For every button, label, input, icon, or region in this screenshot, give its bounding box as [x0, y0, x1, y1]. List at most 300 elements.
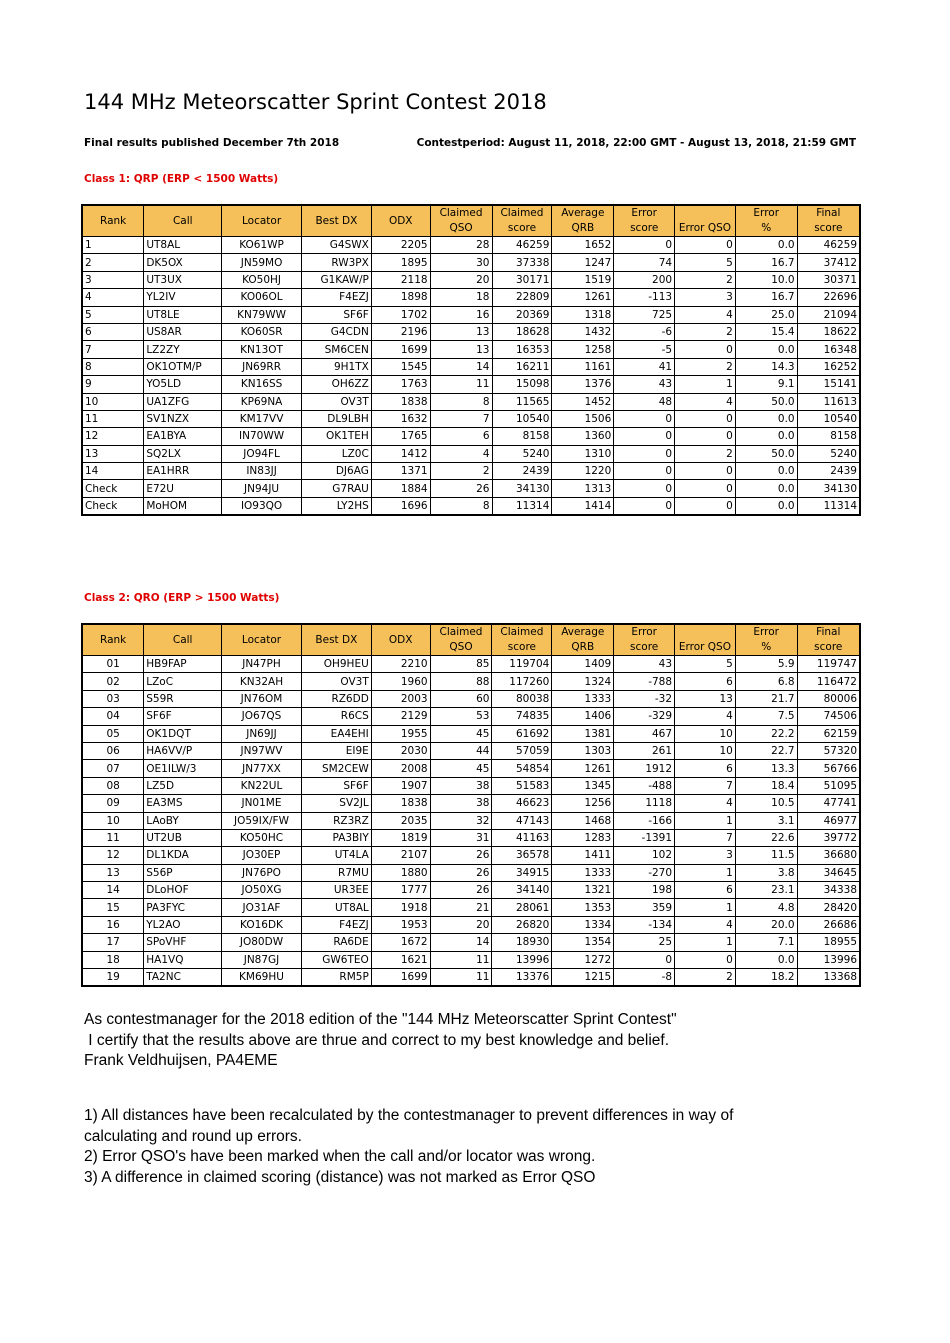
- cell-error-score: -488: [614, 777, 675, 794]
- cell-final-score: 119747: [797, 656, 860, 673]
- table-row: [82, 760, 860, 777]
- cell-claimed-score: 13376: [492, 969, 552, 987]
- cell-rank: 15: [82, 899, 144, 916]
- cell-average-qrb: 1652: [552, 237, 614, 254]
- header-final-score: [797, 205, 860, 237]
- cell-error-pct: 9.1: [735, 376, 797, 393]
- cell-average-qrb: 1406: [552, 708, 614, 725]
- cell-best-dx: LY2HS: [301, 497, 371, 515]
- cell-rank: 10: [82, 393, 144, 410]
- cell-error-pct: 22.6: [735, 829, 797, 846]
- cell-error-qso: 4: [675, 306, 736, 323]
- header-claimed-qso: [430, 205, 492, 237]
- cell-claimed-score: 15098: [492, 376, 552, 393]
- cell-claimed-score: 34140: [492, 882, 552, 899]
- cell-claimed-qso: 20: [430, 916, 492, 933]
- cell-call: YO5LD: [144, 376, 222, 393]
- table-row: [82, 951, 860, 968]
- cell-average-qrb: 1258: [552, 341, 614, 358]
- cell-odx: 2008: [371, 760, 430, 777]
- cell-claimed-score: 26820: [492, 916, 552, 933]
- header-final-score: [797, 624, 860, 656]
- cell-odx: 1765: [371, 428, 430, 445]
- cell-best-dx: OK1TEH: [301, 428, 371, 445]
- cell-average-qrb: 1272: [552, 951, 614, 968]
- cell-odx: 1696: [371, 497, 430, 515]
- cell-locator: KM69HU: [222, 969, 302, 987]
- cell-error-pct: 0.0: [735, 463, 797, 480]
- cell-error-qso: 3: [675, 847, 736, 864]
- cell-claimed-score: 10540: [492, 410, 552, 427]
- cell-error-pct: 3.1: [735, 812, 797, 829]
- header-error-score-line2: score: [630, 222, 659, 234]
- cell-claimed-score: 46623: [492, 795, 552, 812]
- cell-average-qrb: 1411: [552, 847, 614, 864]
- header-error-score: [614, 624, 675, 656]
- cell-error-score: 48: [614, 393, 675, 410]
- cell-average-qrb: 1381: [552, 725, 614, 742]
- cell-final-score: 56766: [797, 760, 860, 777]
- cell-error-pct: 7.5: [735, 708, 797, 725]
- cell-error-qso: 3: [675, 289, 736, 306]
- cell-error-qso: 6: [675, 760, 736, 777]
- cell-error-score: 0: [614, 951, 675, 968]
- cell-odx: 1672: [371, 934, 430, 951]
- cell-average-qrb: 1432: [552, 323, 614, 340]
- cell-error-pct: 0.0: [735, 497, 797, 515]
- cell-best-dx: OV3T: [301, 393, 371, 410]
- cell-average-qrb: 1310: [552, 445, 614, 462]
- header-average-qrb: [552, 205, 614, 237]
- cell-claimed-score: 18628: [492, 323, 552, 340]
- header-claimed-score-line2: score: [507, 641, 537, 653]
- cell-claimed-qso: 31: [430, 829, 492, 846]
- cell-claimed-score: 13996: [492, 951, 552, 968]
- cell-claimed-qso: 11: [430, 951, 492, 968]
- cell-rank: 13: [82, 864, 144, 881]
- cell-claimed-qso: 26: [430, 882, 492, 899]
- cell-claimed-score: 20369: [492, 306, 552, 323]
- cell-locator: JO94FL: [222, 445, 302, 462]
- cell-best-dx: G7RAU: [301, 480, 371, 497]
- cell-error-pct: 15.4: [735, 323, 797, 340]
- cell-average-qrb: 1353: [552, 899, 614, 916]
- table-row: [82, 341, 860, 358]
- cell-claimed-qso: 8: [430, 497, 492, 515]
- cell-error-qso: 2: [675, 358, 736, 375]
- table-row: [82, 358, 860, 375]
- cell-error-score: -329: [614, 708, 675, 725]
- cell-call: DK5OX: [144, 254, 222, 271]
- cell-error-pct: 0.0: [735, 951, 797, 968]
- cell-average-qrb: 1303: [552, 742, 614, 759]
- cell-odx: 1699: [371, 341, 430, 358]
- cell-claimed-score: 8158: [492, 428, 552, 445]
- cell-best-dx: G1KAW/P: [301, 271, 371, 288]
- cell-locator: JN47PH: [222, 656, 302, 673]
- cell-claimed-score: 41163: [492, 829, 552, 846]
- cell-best-dx: OH6ZZ: [301, 376, 371, 393]
- cell-average-qrb: 1215: [552, 969, 614, 987]
- cell-locator: JO59IX/FW: [222, 812, 302, 829]
- certification-line: As contestmanager for the 2018 edition of the "144 MHz Meteorscatter Sprint Contest": [84, 1011, 677, 1028]
- cell-rank: 5: [82, 306, 144, 323]
- cell-error-score: -113: [614, 289, 675, 306]
- cell-average-qrb: 1345: [552, 777, 614, 794]
- cell-claimed-qso: 26: [430, 480, 492, 497]
- cell-rank: 09: [82, 795, 144, 812]
- cell-error-pct: 22.2: [735, 725, 797, 742]
- cell-claimed-score: 22809: [492, 289, 552, 306]
- cell-final-score: 34645: [797, 864, 860, 881]
- header-average-qrb-line2: QRB: [571, 641, 595, 653]
- cell-average-qrb: 1261: [552, 289, 614, 306]
- cell-rank: 02: [82, 673, 144, 690]
- cell-error-score: 43: [614, 656, 675, 673]
- header-error-qso: Error QSO: [675, 624, 736, 656]
- cell-call: SF6F: [144, 708, 222, 725]
- cell-claimed-qso: 26: [430, 847, 492, 864]
- cell-best-dx: EI9E: [301, 742, 371, 759]
- cell-rank: 04: [82, 708, 144, 725]
- cell-final-score: 74506: [797, 708, 860, 725]
- cell-error-score: 25: [614, 934, 675, 951]
- cell-claimed-score: 117260: [492, 673, 552, 690]
- cell-average-qrb: 1161: [552, 358, 614, 375]
- cell-rank: Check: [82, 497, 144, 515]
- cell-locator: KN32AH: [222, 673, 302, 690]
- cell-final-score: 47741: [797, 795, 860, 812]
- table-row: [82, 847, 860, 864]
- cell-locator: JN69JJ: [222, 725, 302, 742]
- cell-average-qrb: 1261: [552, 760, 614, 777]
- cell-call: SPoVHF: [144, 934, 222, 951]
- class2-label: Class 2: QRO (ERP > 1500 Watts): [84, 592, 280, 604]
- cell-best-dx: SM6CEN: [301, 341, 371, 358]
- class1-table-body: [82, 237, 860, 516]
- cell-call: LAoBY: [144, 812, 222, 829]
- cell-error-score: 0: [614, 428, 675, 445]
- header-error-qso: Error QSO: [675, 205, 736, 237]
- cell-rank: 06: [82, 742, 144, 759]
- cell-rank: 10: [82, 812, 144, 829]
- header-claimed-score: [492, 624, 552, 656]
- cell-claimed-score: 47143: [492, 812, 552, 829]
- header-final-score-line1: Final: [816, 626, 841, 638]
- cell-odx: 2118: [371, 271, 430, 288]
- cell-locator: JN01ME: [222, 795, 302, 812]
- table-row: [82, 237, 860, 254]
- cell-error-score: 467: [614, 725, 675, 742]
- cell-call: US8AR: [144, 323, 222, 340]
- table-row: [82, 393, 860, 410]
- cell-call: UT2UB: [144, 829, 222, 846]
- cell-error-pct: 16.7: [735, 254, 797, 271]
- cell-error-pct: 21.7: [735, 690, 797, 707]
- cell-final-score: 80006: [797, 690, 860, 707]
- header-claimed-score-line2: score: [507, 222, 537, 234]
- table-row: [82, 254, 860, 271]
- cell-odx: 2205: [371, 237, 430, 254]
- table-row: [82, 899, 860, 916]
- cell-claimed-score: 11565: [492, 393, 552, 410]
- cell-locator: JN76PO: [222, 864, 302, 881]
- cell-locator: JN59MO: [222, 254, 302, 271]
- table-row: [82, 708, 860, 725]
- cell-error-pct: 3.8: [735, 864, 797, 881]
- cell-final-score: 39772: [797, 829, 860, 846]
- cell-call: HA6VV/P: [144, 742, 222, 759]
- cell-average-qrb: 1468: [552, 812, 614, 829]
- cell-odx: 1960: [371, 673, 430, 690]
- cell-odx: 1763: [371, 376, 430, 393]
- cell-error-qso: 0: [675, 463, 736, 480]
- header-error-score-line1: Error: [631, 626, 657, 638]
- cell-call: S59R: [144, 690, 222, 707]
- table-row: [82, 289, 860, 306]
- cell-claimed-score: 54854: [492, 760, 552, 777]
- cell-final-score: 18622: [797, 323, 860, 340]
- cell-odx: 2030: [371, 742, 430, 759]
- cell-error-score: 0: [614, 410, 675, 427]
- header-best-dx: Best DX: [301, 624, 371, 656]
- table-row: [82, 445, 860, 462]
- cell-claimed-score: 37338: [492, 254, 552, 271]
- cell-best-dx: RA6DE: [301, 934, 371, 951]
- cell-call: S56P: [144, 864, 222, 881]
- cell-rank: 9: [82, 376, 144, 393]
- cell-error-score: -6: [614, 323, 675, 340]
- cell-locator: JO30EP: [222, 847, 302, 864]
- cell-claimed-qso: 11: [430, 376, 492, 393]
- cell-claimed-score: 119704: [492, 656, 552, 673]
- cell-call: LZoC: [144, 673, 222, 690]
- cell-best-dx: DL9LBH: [301, 410, 371, 427]
- cell-locator: JO31AF: [222, 899, 302, 916]
- header-call: Call: [144, 205, 222, 237]
- cell-final-score: 51095: [797, 777, 860, 794]
- header-claimed-score-line1: Claimed: [500, 626, 544, 638]
- footnote: 3) A difference in claimed scoring (distance) was not marked as Error QSO: [84, 1168, 596, 1186]
- cell-claimed-score: 5240: [492, 445, 552, 462]
- cell-odx: 1918: [371, 899, 430, 916]
- cell-final-score: 46259: [797, 237, 860, 254]
- cell-average-qrb: 1333: [552, 690, 614, 707]
- header-error-pct-line1: Error: [753, 207, 780, 219]
- cell-error-qso: 4: [675, 795, 736, 812]
- cell-rank: 8: [82, 358, 144, 375]
- cell-claimed-score: 34915: [492, 864, 552, 881]
- table-header-row: [82, 624, 860, 656]
- cell-claimed-qso: 4: [430, 445, 492, 462]
- header-locator: Locator: [222, 205, 302, 237]
- table-row: [82, 463, 860, 480]
- cell-final-score: 2439: [797, 463, 860, 480]
- cell-error-score: 198: [614, 882, 675, 899]
- cell-call: YL2AO: [144, 916, 222, 933]
- cell-claimed-score: 36578: [492, 847, 552, 864]
- table-row: [82, 306, 860, 323]
- table-row: [82, 271, 860, 288]
- cell-claimed-qso: 2: [430, 463, 492, 480]
- cell-error-pct: 0.0: [735, 237, 797, 254]
- cell-call: OK1OTM/P: [144, 358, 222, 375]
- cell-locator: JN76OM: [222, 690, 302, 707]
- cell-final-score: 11613: [797, 393, 860, 410]
- table-row: [82, 795, 860, 812]
- table-row: [82, 969, 860, 987]
- cell-error-score: 0: [614, 497, 675, 515]
- table-row: [82, 497, 860, 515]
- cell-average-qrb: 1283: [552, 829, 614, 846]
- cell-average-qrb: 1519: [552, 271, 614, 288]
- cell-error-qso: 0: [675, 428, 736, 445]
- header-rank: Rank: [82, 624, 144, 656]
- table-row: [82, 882, 860, 899]
- cell-final-score: 15141: [797, 376, 860, 393]
- footnote: 1) All distances have been recalculated by the contestmanager to prevent differences in way of: [84, 1107, 734, 1124]
- cell-claimed-qso: 6: [430, 428, 492, 445]
- header-final-score-line2: score: [814, 641, 843, 653]
- cell-locator: KM17VV: [222, 410, 302, 427]
- cell-call: SV1NZX: [144, 410, 222, 427]
- cell-rank: 11: [82, 410, 144, 427]
- cell-rank: 3: [82, 271, 144, 288]
- cell-error-pct: 10.0: [735, 271, 797, 288]
- cell-claimed-qso: 8: [430, 393, 492, 410]
- cell-best-dx: RM5P: [301, 969, 371, 987]
- cell-average-qrb: 1334: [552, 916, 614, 933]
- class1-results-table: [81, 204, 861, 516]
- cell-locator: JO50XG: [222, 882, 302, 899]
- table-row: [82, 812, 860, 829]
- cell-claimed-qso: 32: [430, 812, 492, 829]
- table-row: [82, 428, 860, 445]
- header-claimed-qso: [430, 624, 492, 656]
- cell-odx: 1898: [371, 289, 430, 306]
- cell-final-score: 36680: [797, 847, 860, 864]
- cell-call: DL1KDA: [144, 847, 222, 864]
- cell-call: TA2NC: [144, 969, 222, 987]
- table-row: [82, 934, 860, 951]
- cell-error-pct: 13.3: [735, 760, 797, 777]
- cell-best-dx: 9H1TX: [301, 358, 371, 375]
- table-row: [82, 864, 860, 881]
- cell-odx: 1880: [371, 864, 430, 881]
- cell-error-qso: 7: [675, 829, 736, 846]
- cell-final-score: 10540: [797, 410, 860, 427]
- cell-final-score: 13996: [797, 951, 860, 968]
- cell-rank: 17: [82, 934, 144, 951]
- cell-odx: 1955: [371, 725, 430, 742]
- cell-locator: KN16SS: [222, 376, 302, 393]
- cell-best-dx: F4EZJ: [301, 916, 371, 933]
- cell-odx: 2129: [371, 708, 430, 725]
- cell-error-qso: 2: [675, 445, 736, 462]
- header-error-pct-line1: Error: [753, 626, 779, 638]
- cell-error-qso: 1: [675, 864, 736, 881]
- cell-error-pct: 50.0: [735, 393, 797, 410]
- cell-error-pct: 18.2: [735, 969, 797, 987]
- certification-text: [84, 1010, 677, 1072]
- cell-claimed-qso: 38: [430, 795, 492, 812]
- table-row: [82, 323, 860, 340]
- header-error-score: [614, 205, 675, 237]
- cell-error-pct: 4.8: [735, 899, 797, 916]
- header-error-pct-line2: %: [761, 222, 772, 234]
- certification-line: I certify that the results above are thrue and correct to my best knowledge and belief.: [84, 1031, 670, 1049]
- cell-error-qso: 6: [675, 882, 736, 899]
- cell-average-qrb: 1414: [552, 497, 614, 515]
- cell-odx: 2196: [371, 323, 430, 340]
- cell-error-qso: 0: [675, 480, 736, 497]
- cell-error-qso: 1: [675, 812, 736, 829]
- cell-final-score: 26686: [797, 916, 860, 933]
- header-locator: Locator: [222, 624, 302, 656]
- cell-best-dx: OV3T: [301, 673, 371, 690]
- cell-claimed-score: 80038: [492, 690, 552, 707]
- cell-odx: 2210: [371, 656, 430, 673]
- cell-best-dx: DJ6AG: [301, 463, 371, 480]
- cell-error-score: -788: [614, 673, 675, 690]
- cell-odx: 1895: [371, 254, 430, 271]
- cell-best-dx: SV2JL: [301, 795, 371, 812]
- cell-average-qrb: 1452: [552, 393, 614, 410]
- cell-error-pct: 50.0: [735, 445, 797, 462]
- cell-average-qrb: 1376: [552, 376, 614, 393]
- cell-error-score: 1912: [614, 760, 675, 777]
- cell-locator: JN87GJ: [222, 951, 302, 968]
- table-row: [82, 673, 860, 690]
- cell-error-score: -1391: [614, 829, 675, 846]
- cell-call: EA1HRR: [144, 463, 222, 480]
- cell-claimed-qso: 18: [430, 289, 492, 306]
- cell-error-pct: 23.1: [735, 882, 797, 899]
- cell-claimed-score: 46259: [492, 237, 552, 254]
- class2-results-table: [81, 623, 861, 987]
- cell-final-score: 62159: [797, 725, 860, 742]
- header-average-qrb-line1: Average: [561, 626, 605, 638]
- cell-best-dx: PA3BIY: [301, 829, 371, 846]
- cell-best-dx: UT8AL: [301, 899, 371, 916]
- cell-average-qrb: 1409: [552, 656, 614, 673]
- cell-error-score: 359: [614, 899, 675, 916]
- cell-error-qso: 5: [675, 656, 736, 673]
- cell-average-qrb: 1360: [552, 428, 614, 445]
- table-row: [82, 376, 860, 393]
- cell-average-qrb: 1324: [552, 673, 614, 690]
- cell-rank: 4: [82, 289, 144, 306]
- cell-call: HB9FAP: [144, 656, 222, 673]
- cell-odx: 2035: [371, 812, 430, 829]
- cell-error-qso: 10: [675, 742, 736, 759]
- cell-odx: 1545: [371, 358, 430, 375]
- table-row: [82, 742, 860, 759]
- cell-error-score: 74: [614, 254, 675, 271]
- cell-error-pct: 0.0: [735, 480, 797, 497]
- cell-claimed-score: 61692: [492, 725, 552, 742]
- cell-error-qso: 0: [675, 341, 736, 358]
- cell-call: UT3UX: [144, 271, 222, 288]
- cell-error-pct: 11.5: [735, 847, 797, 864]
- cell-claimed-qso: 28: [430, 237, 492, 254]
- cell-average-qrb: 1506: [552, 410, 614, 427]
- cell-claimed-qso: 16: [430, 306, 492, 323]
- cell-call: OE1ILW/3: [144, 760, 222, 777]
- cell-best-dx: SF6F: [301, 777, 371, 794]
- cell-best-dx: F4EZJ: [301, 289, 371, 306]
- table-row: [82, 916, 860, 933]
